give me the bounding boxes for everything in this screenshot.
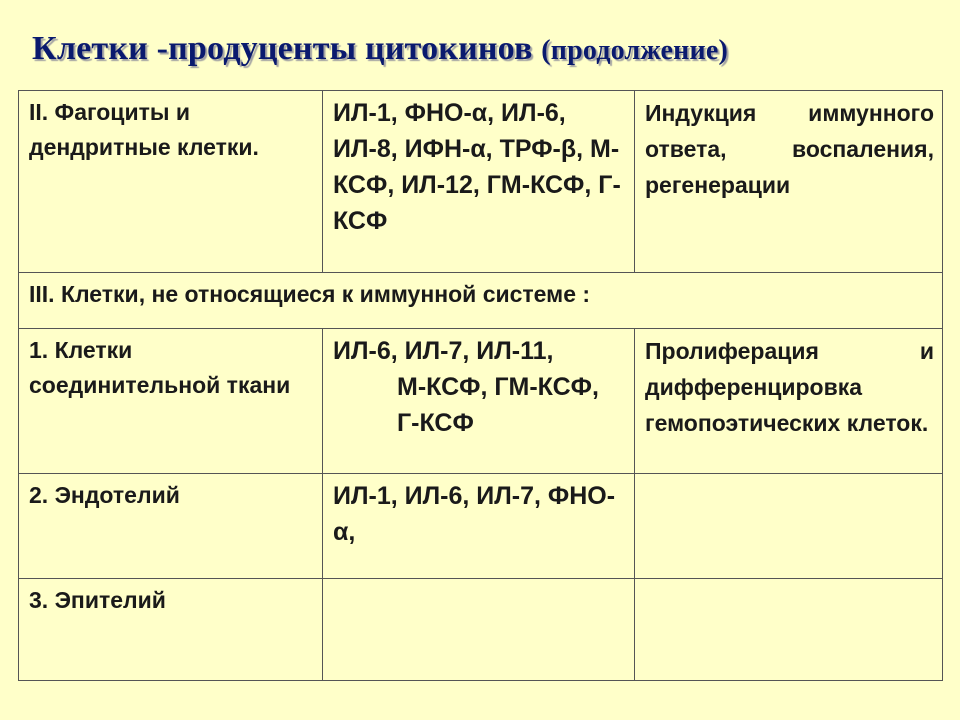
cell-function [635, 474, 943, 579]
cell-cell-type: 2. Эндотелий [19, 474, 323, 579]
title-subtitle: (продолжение) [541, 35, 728, 66]
cytokines-line-2: М-КСФ, ГМ-КСФ, Г-КСФ [397, 373, 599, 437]
section-header-cell: III. Клетки, не относящиеся к иммунной системе : [19, 273, 943, 329]
cell-cytokines: ИЛ-1, ИЛ-6, ИЛ-7, ФНО-α, [323, 474, 635, 579]
cell-function: Индукция иммунного ответа, воспаления, регенерации [635, 91, 943, 273]
title-main: Клетки -продуценты цитокинов [32, 30, 533, 67]
cell-cytokines [323, 579, 635, 681]
cell-cytokines: ИЛ-1, ФНО-α, ИЛ-6, ИЛ-8, ИФН-α, ТРФ-β, М-КСФ, ИЛ-12, ГМ-КСФ, Г-КСФ [323, 91, 635, 273]
page-title [32, 30, 728, 68]
table-row-section-header [19, 273, 943, 329]
table-row [19, 474, 943, 579]
cell-cell-type: II. Фагоциты и дендритные клетки. [19, 91, 323, 273]
cytokines-line-1: ИЛ-6, ИЛ-7, ИЛ-11, [333, 337, 554, 365]
table-row [19, 579, 943, 681]
cell-function: Пролиферация и дифференцировка гемопоэтических клеток. [635, 329, 943, 474]
cell-cell-type: 3. Эпителий [19, 579, 323, 681]
cell-cell-type: 1. Клетки соединительной ткани [19, 329, 323, 474]
table-row [19, 91, 943, 273]
table-row [19, 329, 943, 474]
cytokine-table [18, 90, 943, 681]
cell-function [635, 579, 943, 681]
cell-cytokines [323, 329, 635, 474]
